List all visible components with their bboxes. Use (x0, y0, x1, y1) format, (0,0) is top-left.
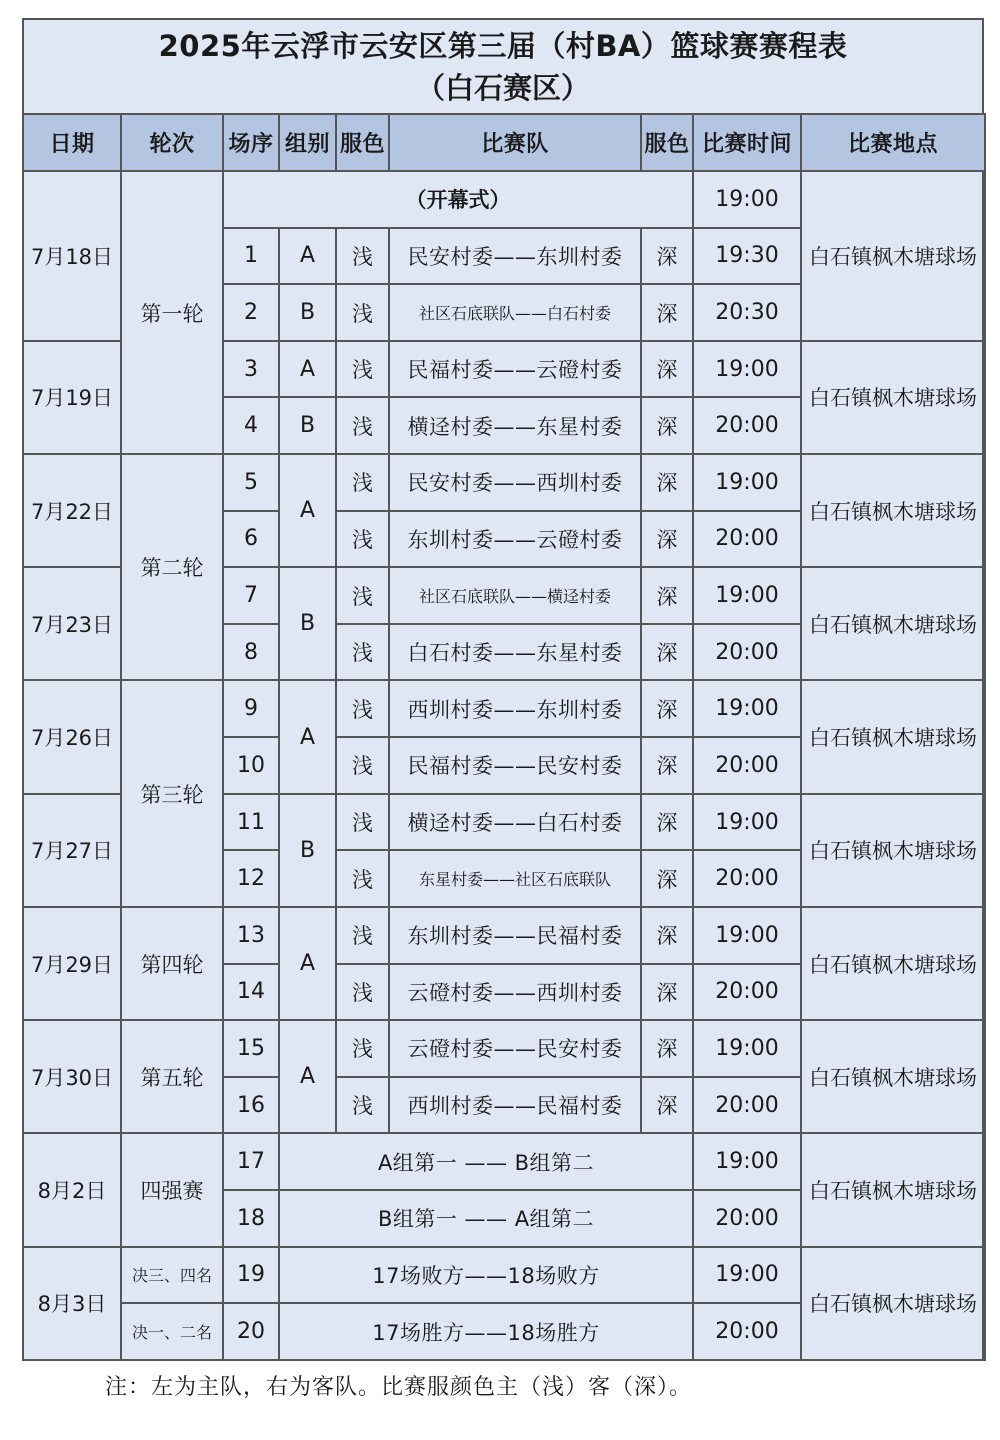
match-no-cell: 10 (223, 737, 279, 794)
time-cell: 20:00 (693, 397, 801, 454)
time-cell: 20:00 (693, 1303, 801, 1360)
date-cell: 7月18日 (23, 171, 121, 341)
teams-cell: 17场败方——18场败方 (279, 1247, 693, 1304)
group-cell: A (279, 341, 336, 398)
date-cell: 7月27日 (23, 794, 121, 907)
group-cell: A (279, 1020, 336, 1133)
home-jersey-cell: 浅 (336, 850, 389, 907)
time-cell: 19:00 (693, 794, 801, 851)
round-cell: 决三、四名 (121, 1247, 223, 1304)
match-no-cell: 14 (223, 964, 279, 1021)
header-row (23, 114, 985, 171)
away-jersey-cell: 深 (641, 680, 693, 737)
date-cell: 8月2日 (23, 1133, 121, 1246)
venue-cell: 白石镇枫木塘球场 (801, 907, 985, 1020)
time-cell: 20:00 (693, 737, 801, 794)
home-jersey-cell: 浅 (336, 511, 389, 568)
opening-ceremony: （开幕式） (223, 171, 693, 228)
away-jersey-cell: 深 (641, 794, 693, 851)
table-row (23, 1247, 985, 1304)
table-row (23, 454, 985, 511)
round-cell: 第四轮 (121, 907, 223, 1020)
round-cell: 决一、二名 (121, 1303, 223, 1360)
venue-cell: 白石镇枫木塘球场 (801, 171, 985, 341)
match-no-cell: 17 (223, 1133, 279, 1190)
away-jersey-cell: 深 (641, 454, 693, 511)
match-no-cell: 7 (223, 567, 279, 624)
time-cell: 19:00 (693, 1133, 801, 1190)
home-jersey-cell: 浅 (336, 680, 389, 737)
teams-cell: 西圳村委——东圳村委 (389, 680, 641, 737)
time-cell: 19:00 (693, 171, 801, 228)
group-cell: B (279, 397, 336, 454)
teams-cell: 社区石底联队——横迳村委 (389, 567, 641, 624)
time-cell: 19:30 (693, 228, 801, 285)
away-jersey-cell: 深 (641, 624, 693, 681)
table-row (23, 171, 985, 228)
venue-cell: 白石镇枫木塘球场 (801, 1247, 985, 1360)
away-jersey-cell: 深 (641, 567, 693, 624)
teams-cell: 东圳村委——民福村委 (389, 907, 641, 964)
time-cell: 19:00 (693, 454, 801, 511)
match-no-cell: 19 (223, 1247, 279, 1304)
header-time: 比赛时间 (693, 114, 801, 171)
venue-cell: 白石镇枫木塘球场 (801, 1133, 985, 1246)
teams-cell: 横迳村委——东星村委 (389, 397, 641, 454)
home-jersey-cell: 浅 (336, 907, 389, 964)
time-cell: 20:00 (693, 964, 801, 1021)
match-no-cell: 2 (223, 284, 279, 341)
header-venue: 比赛地点 (801, 114, 985, 171)
away-jersey-cell: 深 (641, 964, 693, 1021)
date-cell: 8月3日 (23, 1247, 121, 1360)
date-cell: 7月26日 (23, 680, 121, 793)
header-teams: 比赛队 (389, 114, 641, 171)
table-row (23, 907, 985, 964)
teams-cell: 民安村委——东圳村委 (389, 228, 641, 285)
group-cell: A (279, 907, 336, 1020)
home-jersey-cell: 浅 (336, 284, 389, 341)
date-cell: 7月23日 (23, 567, 121, 680)
table-row (23, 1133, 985, 1190)
footnote: 注：左为主队，右为客队。比赛服颜色主（浅）客（深）。 (105, 1375, 693, 1400)
teams-cell: B组第一 —— A组第二 (279, 1190, 693, 1247)
home-jersey-cell: 浅 (336, 964, 389, 1021)
table-row (23, 1020, 985, 1077)
teams-cell: 白石村委——东星村委 (389, 624, 641, 681)
time-cell: 19:00 (693, 567, 801, 624)
venue-cell: 白石镇枫木塘球场 (801, 680, 985, 793)
home-jersey-cell: 浅 (336, 624, 389, 681)
home-jersey-cell: 浅 (336, 228, 389, 285)
teams-cell: 东圳村委——云磴村委 (389, 511, 641, 568)
teams-cell: 云磴村委——西圳村委 (389, 964, 641, 1021)
header-group: 组别 (279, 114, 336, 171)
round-cell: 第五轮 (121, 1020, 223, 1133)
match-no-cell: 5 (223, 454, 279, 511)
away-jersey-cell: 深 (641, 397, 693, 454)
match-no-cell: 8 (223, 624, 279, 681)
away-jersey-cell: 深 (641, 1077, 693, 1134)
group-cell: B (279, 794, 336, 907)
time-cell: 20:00 (693, 1190, 801, 1247)
match-no-cell: 9 (223, 680, 279, 737)
teams-cell: 社区石底联队——白石村委 (389, 284, 641, 341)
match-no-cell: 18 (223, 1190, 279, 1247)
group-cell: B (279, 567, 336, 680)
teams-cell: 西圳村委——民福村委 (389, 1077, 641, 1134)
away-jersey-cell: 深 (641, 737, 693, 794)
home-jersey-cell: 浅 (336, 794, 389, 851)
time-cell: 19:00 (693, 1020, 801, 1077)
home-jersey-cell: 浅 (336, 1020, 389, 1077)
home-jersey-cell: 浅 (336, 341, 389, 398)
home-jersey-cell: 浅 (336, 737, 389, 794)
match-no-cell: 11 (223, 794, 279, 851)
table-row (23, 680, 985, 737)
teams-cell: A组第一 —— B组第二 (279, 1133, 693, 1190)
title-line-2: （白石赛区） (415, 70, 590, 105)
date-cell: 7月29日 (23, 907, 121, 1020)
round-cell: 第二轮 (121, 454, 223, 680)
title-line-1: 2025年云浮市云安区第三届（村BA）篮球赛赛程表 (158, 28, 848, 63)
venue-cell: 白石镇枫木塘球场 (801, 794, 985, 907)
match-no-cell: 20 (223, 1303, 279, 1360)
group-cell: A (279, 228, 336, 285)
home-jersey-cell: 浅 (336, 567, 389, 624)
teams-cell: 民福村委——民安村委 (389, 737, 641, 794)
venue-cell: 白石镇枫木塘球场 (801, 454, 985, 567)
home-jersey-cell: 浅 (336, 454, 389, 511)
match-no-cell: 1 (223, 228, 279, 285)
time-cell: 19:00 (693, 1247, 801, 1304)
time-cell: 20:00 (693, 1077, 801, 1134)
date-cell: 7月22日 (23, 454, 121, 567)
venue-cell: 白石镇枫木塘球场 (801, 341, 985, 454)
header-away-jersey: 服色 (641, 114, 693, 171)
group-cell: A (279, 680, 336, 793)
away-jersey-cell: 深 (641, 907, 693, 964)
date-cell: 7月19日 (23, 341, 121, 454)
teams-cell: 民福村委——云磴村委 (389, 341, 641, 398)
away-jersey-cell: 深 (641, 341, 693, 398)
teams-cell: 民安村委——西圳村委 (389, 454, 641, 511)
group-cell: A (279, 454, 336, 567)
away-jersey-cell: 深 (641, 1020, 693, 1077)
match-no-cell: 15 (223, 1020, 279, 1077)
match-no-cell: 6 (223, 511, 279, 568)
schedule-table (22, 113, 986, 1361)
teams-cell: 东星村委——社区石底联队 (389, 850, 641, 907)
time-cell: 19:00 (693, 907, 801, 964)
teams-cell: 横迳村委——白石村委 (389, 794, 641, 851)
venue-cell: 白石镇枫木塘球场 (801, 1020, 985, 1133)
time-cell: 19:00 (693, 341, 801, 398)
time-cell: 19:00 (693, 680, 801, 737)
home-jersey-cell: 浅 (336, 1077, 389, 1134)
match-no-cell: 12 (223, 850, 279, 907)
home-jersey-cell: 浅 (336, 397, 389, 454)
date-cell: 7月30日 (23, 1020, 121, 1133)
group-cell: B (279, 284, 336, 341)
schedule-title (22, 18, 984, 113)
round-cell: 第三轮 (121, 680, 223, 906)
teams-cell: 云磴村委——民安村委 (389, 1020, 641, 1077)
match-no-cell: 3 (223, 341, 279, 398)
time-cell: 20:00 (693, 624, 801, 681)
away-jersey-cell: 深 (641, 511, 693, 568)
away-jersey-cell: 深 (641, 850, 693, 907)
time-cell: 20:30 (693, 284, 801, 341)
header-match-no: 场序 (223, 114, 279, 171)
round-cell: 四强赛 (121, 1133, 223, 1246)
round-cell: 第一轮 (121, 171, 223, 454)
time-cell: 20:00 (693, 850, 801, 907)
away-jersey-cell: 深 (641, 284, 693, 341)
time-cell: 20:00 (693, 511, 801, 568)
match-no-cell: 4 (223, 397, 279, 454)
header-date: 日期 (23, 114, 121, 171)
teams-cell: 17场胜方——18场胜方 (279, 1303, 693, 1360)
away-jersey-cell: 深 (641, 228, 693, 285)
header-home-jersey: 服色 (336, 114, 389, 171)
match-no-cell: 13 (223, 907, 279, 964)
match-no-cell: 16 (223, 1077, 279, 1134)
header-round: 轮次 (121, 114, 223, 171)
venue-cell: 白石镇枫木塘球场 (801, 567, 985, 680)
